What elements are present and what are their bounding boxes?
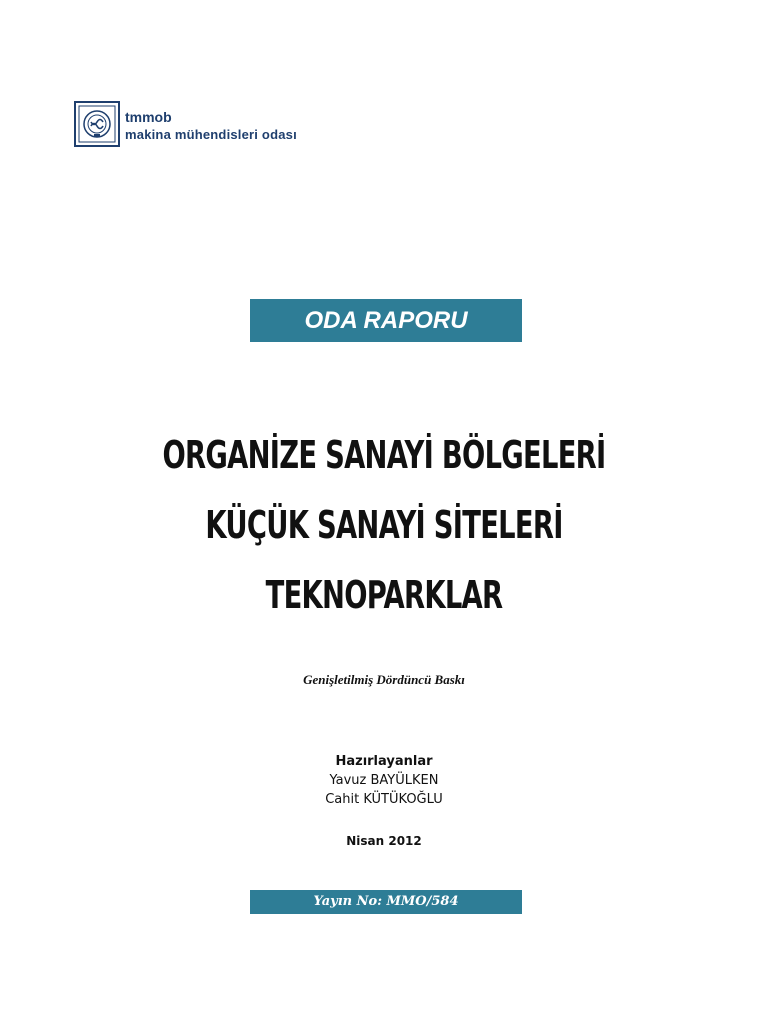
edition-subtitle: Genişletilmiş Dördüncü Baskı	[303, 672, 465, 687]
org-name-full: makina mühendisleri odası	[125, 126, 297, 142]
author-name-2: Cahit KÜTÜKOĞLU	[325, 792, 443, 807]
authors-heading: Hazırlayanlar	[335, 754, 433, 769]
title-line-3: TEKNOPARKLAR	[265, 573, 503, 617]
document-title	[0, 420, 768, 630]
title-line-1: ORGANİZE SANAYİ BÖLGELERİ	[162, 433, 606, 477]
org-name-short: tmmob	[125, 108, 172, 125]
org-logo	[74, 101, 297, 147]
publication-number-banner: Yayın No: MMO/584	[250, 890, 522, 914]
publication-date: Nisan 2012	[346, 834, 422, 848]
mmo-seal-icon	[74, 101, 120, 147]
report-type-banner: ODA RAPORU	[250, 299, 522, 342]
title-line-2: KÜÇÜK SANAYİ SİTELERİ	[205, 503, 563, 547]
authors-block	[0, 752, 768, 809]
author-name-1: Yavuz BAYÜLKEN	[329, 773, 439, 788]
